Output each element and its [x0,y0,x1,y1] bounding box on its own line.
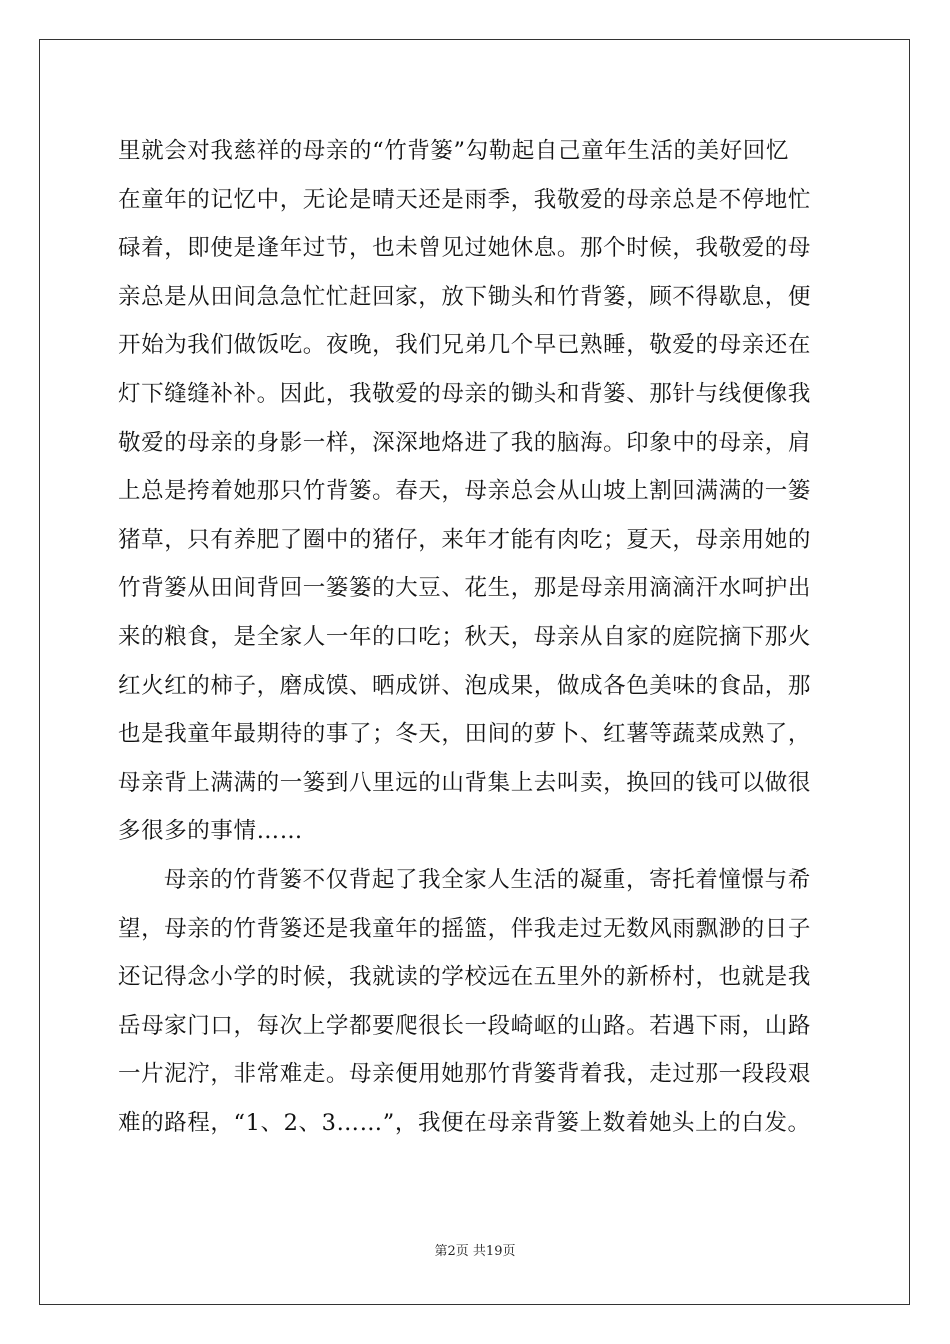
text-line: 灯下缝缝补补。因此，我敬爱的母亲的锄头和背篓、那针与线便像我 [118,380,812,407]
text-line: 亲总是从田间急急忙忙赶回家，放下锄头和竹背篓，顾不得歇息，便 [118,283,812,310]
text-line: 来的粮食，是全家人一年的口吃；秋天，母亲从自家的庭院摘下那火 [118,623,812,650]
text-line: 开始为我们做饭吃。夜晚，我们兄弟几个早已熟睡，敬爱的母亲还在 [118,332,812,359]
text-line: 岳母家门口，每次上学都要爬很长一段崎岖的山路。若遇下雨，山路 [118,1012,812,1039]
text-line: 望，母亲的竹背篓还是我童年的摇篮，伴我走过无数风雨飘渺的日子 [118,915,812,942]
text-line: 猪草，只有养肥了圈中的猪仔，来年才能有肉吃；夏天，母亲用她的 [118,526,812,553]
document-body [118,127,848,1147]
text-line: 母亲背上满满的一篓到八里远的山背集上去叫卖，换回的钱可以做很 [118,769,812,796]
text-line: 敬爱的母亲的身影一样，深深地烙进了我的脑海。印象中的母亲，肩 [118,429,812,456]
text-line: 一片泥泞，非常难走。母亲便用她那竹背篓背着我，走过那一段段艰 [118,1061,812,1088]
text-line: 也是我童年最期待的事了；冬天，田间的萝卜、红薯等蔬菜成熟了， [118,721,812,748]
text-line: 红火红的柿子，磨成馍、晒成饼、泡成果，做成各色美味的食品，那 [118,672,812,699]
page-number-footer: 第2页 共19页 [434,1244,516,1259]
text-line: 难的路程，“1、2、3……”，我便在母亲背篓上数着她头上的白发。 [118,1109,811,1136]
paragraph-start-line: 母亲的竹背篓不仅背起了我全家人生活的凝重，寄托着憧憬与希 [164,866,811,893]
text-line: 在童年的记忆中，无论是晴天还是雨季，我敬爱的母亲总是不停地忙 [118,186,812,213]
text-line: 还记得念小学的时候，我就读的学校远在五里外的新桥村，也就是我 [118,964,812,991]
text-line: 上总是挎着她那只竹背篓。春天，母亲总会从山坡上割回满满的一篓 [118,478,812,505]
text-line: 多很多的事情…… [118,818,303,845]
text-line: 里就会对我慈祥的母亲的“竹背篓”勾勒起自己童年生活的美好回忆 [118,138,790,164]
text-line: 碌着，即使是逢年过节，也未曾见过她休息。那个时候，我敬爱的母 [118,235,812,262]
text-line: 竹背篓从田间背回一篓篓的大豆、花生，那是母亲用滴滴汗水呵护出 [118,575,812,602]
